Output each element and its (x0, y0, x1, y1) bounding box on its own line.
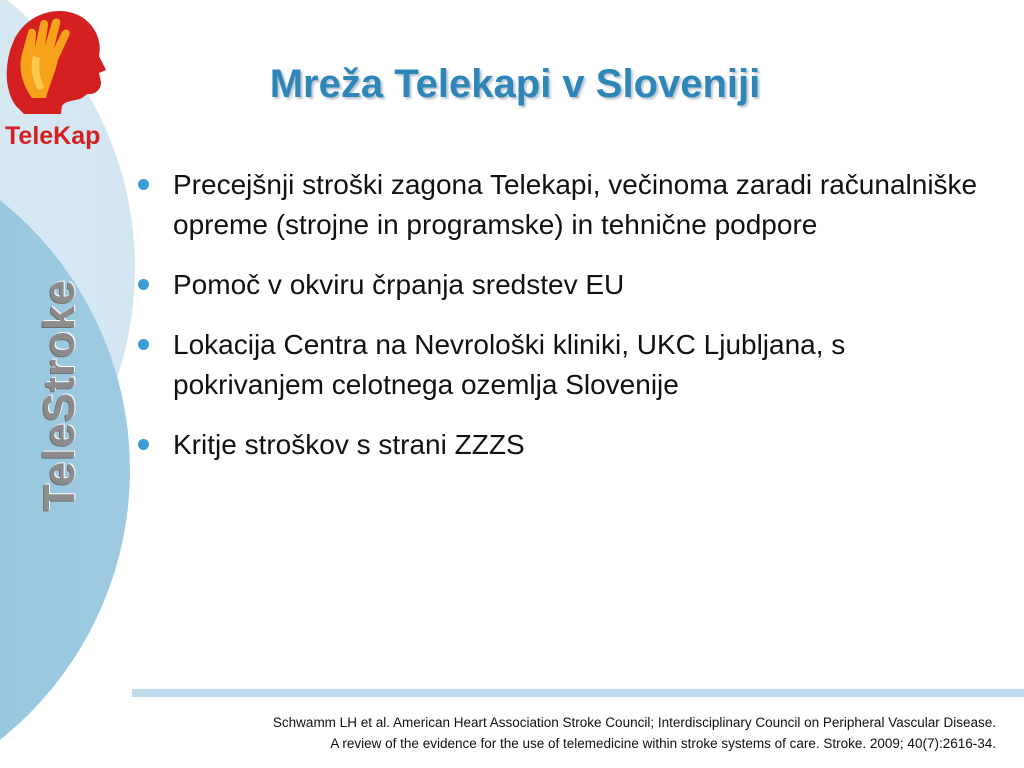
bullet-list (135, 165, 995, 485)
reference-line-1: Schwamm LH et al. American Heart Association Stroke Council; Interdisciplinary Council on Peripheral Vascular Disease. (272, 715, 996, 730)
bullet-item (135, 425, 995, 465)
logo-text: TeleKap (5, 122, 101, 150)
side-label-telestroke: TeleStroke (35, 279, 84, 511)
reference-line-2: A review of the evidence for the use of telemedicine within stroke systems of care. Stroke. 2009; 40(7):2616-34. (330, 736, 996, 751)
bullet-dot-icon (138, 439, 149, 450)
telekap-logo (2, 2, 112, 154)
bullet-text: Precejšnji stroški zagona Telekapi, večinoma zaradi računalniške opreme (strojne in programske) in tehnične podpore (173, 169, 978, 240)
footer-divider (132, 689, 1024, 697)
bullet-item (135, 165, 995, 245)
bullet-dot-icon (138, 339, 149, 350)
bullet-item (135, 265, 995, 305)
bullet-item (135, 325, 995, 405)
reference-citation (176, 712, 996, 754)
bullet-dot-icon (138, 279, 149, 290)
bullet-text: Lokacija Centra na Nevrološki kliniki, UKC Ljubljana, s pokrivanjem celotnega ozemlja Slovenije (173, 329, 846, 400)
bullet-text: Kritje stroškov s strani ZZZS (173, 429, 525, 460)
bullet-dot-icon (138, 179, 149, 190)
bullet-text: Pomoč v okviru črpanja sredstev EU (173, 269, 625, 300)
slide-title: Mreža Telekapi v Sloveniji (269, 62, 761, 106)
